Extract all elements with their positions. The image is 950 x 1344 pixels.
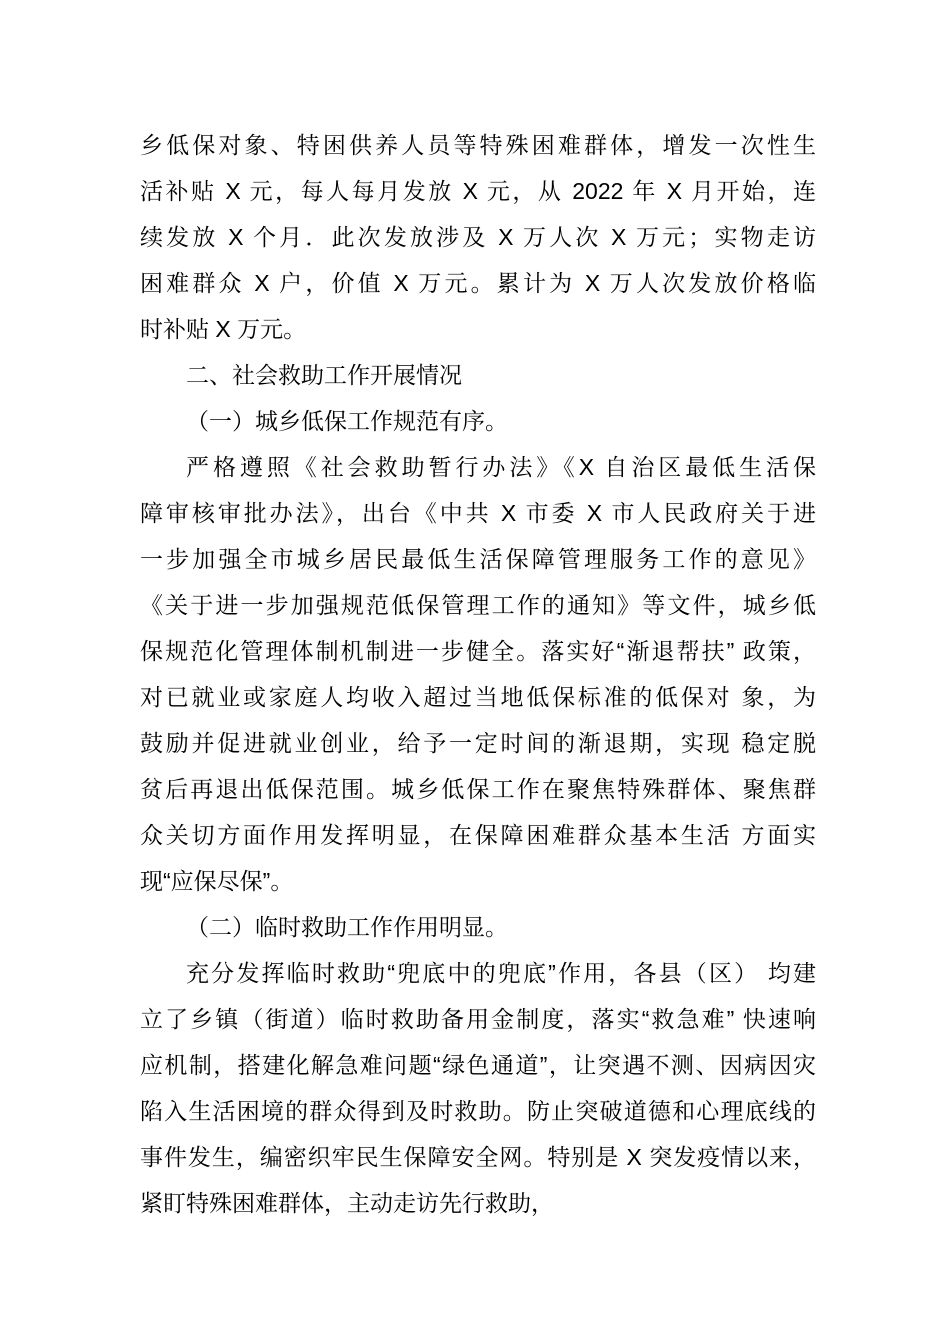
- text-line: 应机制，搭建化解急难问题“绿色通道”，让突遇不测、因病因灾: [140, 1052, 816, 1078]
- text-line: 贫后再退出低保范围。城乡低保工作在聚焦特殊群体、聚焦群: [140, 776, 816, 802]
- text-line: （二）临时救助工作作用明显。: [186, 914, 508, 940]
- text-line: 困难群众 X 户，价值 X 万元。累计为 X 万人次发放价格临: [140, 270, 816, 296]
- text-line: 鼓励并促进就业创业，给予一定时间的渐退期，实现 稳定脱: [140, 730, 816, 756]
- heading-subsection-two: [140, 904, 816, 950]
- text-line: 一步加强全市城乡居民最低生活保障管理服务工作的意见》: [140, 546, 816, 572]
- para-dibao-regulation: [140, 444, 816, 904]
- text-line: 保规范化管理体制机制进一步健全。落实好“渐退帮扶” 政策，: [140, 638, 816, 664]
- text-line: （一）城乡低保工作规范有序。: [186, 408, 508, 434]
- text-line: 时补贴 X 万元。: [140, 316, 307, 342]
- para-temporary-relief: [140, 950, 816, 1226]
- text-line: 众关切方面作用发挥明显，在保障困难群众基本生活 方面实: [140, 822, 816, 848]
- text-line: 二、社会救助工作开展情况: [186, 362, 462, 388]
- text-line: 障审核审批办法》，出台《中共 X 市委 X 市人民政府关于进: [140, 500, 816, 526]
- text-line: 对已就业或家庭人均收入超过当地低保标准的低保对 象，为: [140, 684, 816, 710]
- text-line: 陷入生活困境的群众得到及时救助。防止突破道德和心理底线的: [140, 1098, 816, 1124]
- text-line: 立了乡镇（街道）临时救助备用金制度，落实“救急难” 快速响: [140, 1006, 816, 1032]
- heading-subsection-one: [140, 398, 816, 444]
- text-line: 活补贴 X 元，每人每月发放 X 元，从 2022 年 X 月开始，连: [140, 178, 816, 204]
- text-line: 严格遵照《社会救助暂行办法》《X 自治区最低生活保: [186, 454, 816, 480]
- document-text: [140, 122, 816, 1226]
- text-line: 续发放 X 个月．此次发放涉及 X 万人次 X 万元；实物走访: [140, 224, 816, 250]
- text-line: 充分发挥临时救助“兜底中的兜底”作用，各县（区） 均建: [186, 960, 816, 986]
- heading-section-two: [140, 352, 816, 398]
- text-line: 《关于进一步加强规范低保管理工作的通知》等文件，城乡低: [140, 592, 816, 618]
- text-line: 乡低保对象、特困供养人员等特殊困难群体，增发一次性生: [140, 132, 816, 158]
- text-line: 紧盯特殊困难群体，主动走访先行救助，: [140, 1190, 554, 1216]
- text-line: 事件发生，编密织牢民生保障安全网。特别是 X 突发疫情以来，: [140, 1144, 816, 1170]
- para-relief-subsidy-continuation: [140, 122, 816, 352]
- text-line: 现“应保尽保”。: [140, 868, 294, 894]
